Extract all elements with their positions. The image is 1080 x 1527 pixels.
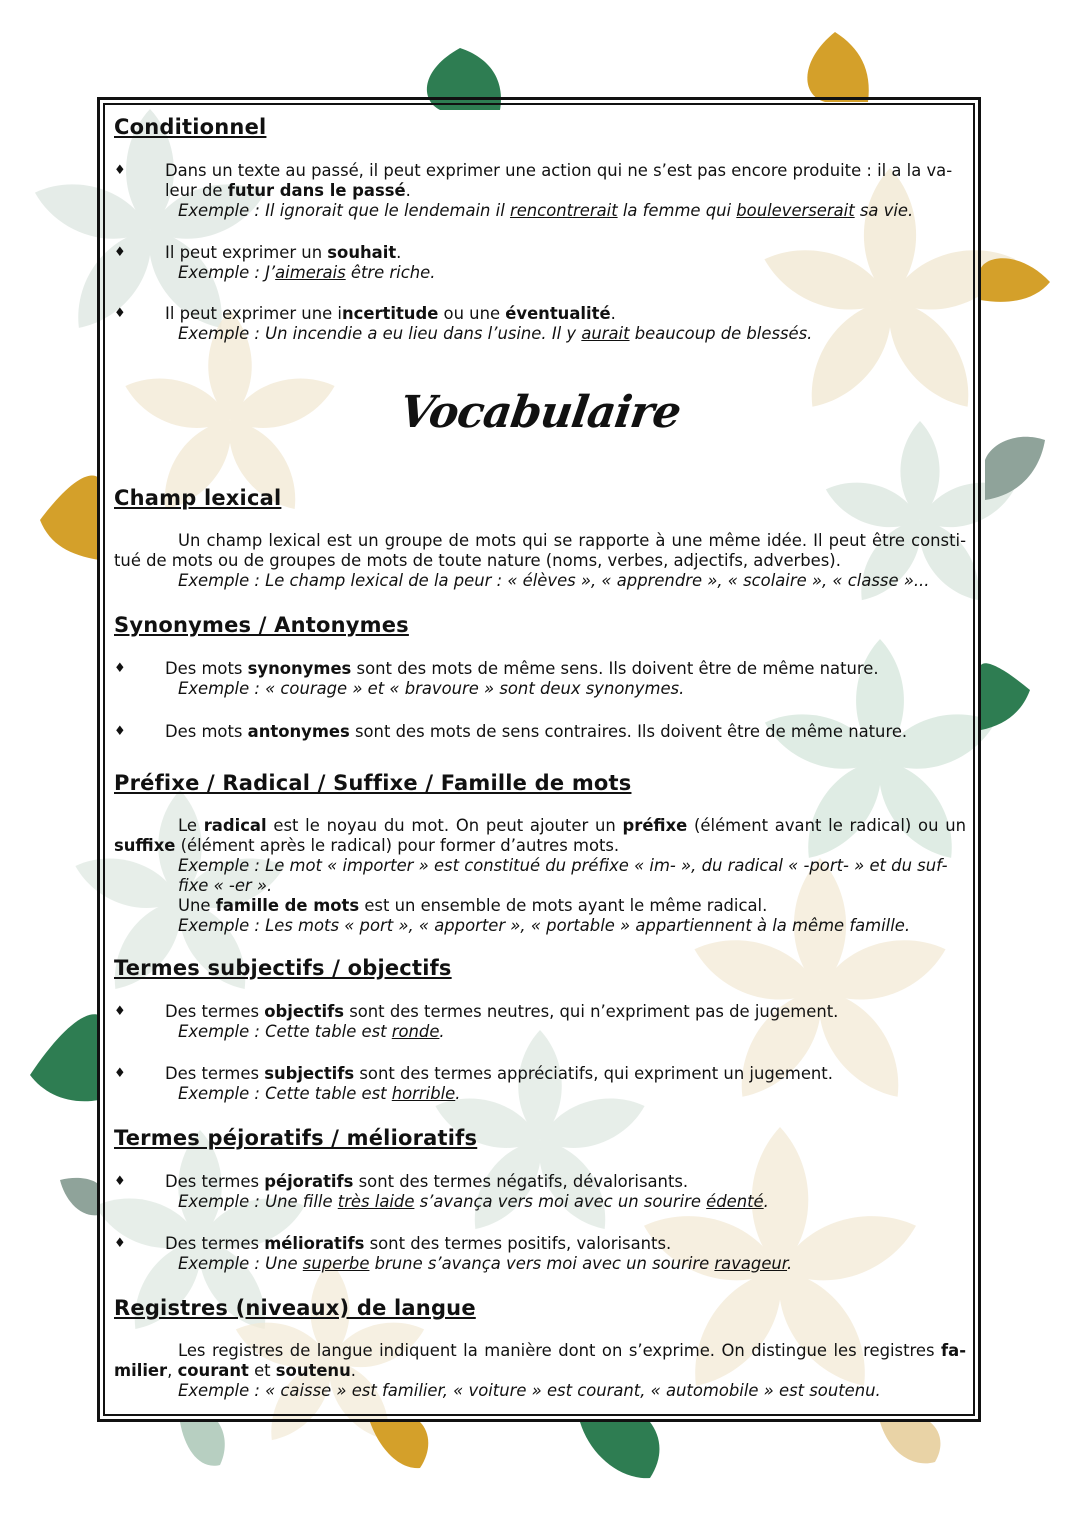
bullet-item [114,1234,966,1274]
gold-leaf-icon [370,1422,428,1468]
pale-gold-leaf-icon [880,1422,940,1463]
bullet-text: Il peut exprimer une incertitude ou une éventualité. [165,304,616,323]
gold-leaf-icon [807,32,868,102]
section-synonymes [114,612,966,742]
section-heading: Préfixe / Radical / Suffixe / Famille de mots [114,771,632,795]
green-leaf-icon [30,1014,99,1101]
section-heading: Champ lexical [114,486,282,510]
bullet-text: Des mots antonymes sont des mots de sens contraires. Ils doivent être de même nature. [165,722,908,741]
section-heading: Termes subjectifs / objectifs [114,956,452,980]
section-conditionnel [114,114,966,344]
diamond-bullet-icon: ♦ [114,724,126,739]
green-leaf-icon [580,1422,659,1478]
bullet-item [114,161,966,221]
bullet-text: Des mots synonymes sont des mots de même sens. Ils doivent être de même nature. [165,659,879,678]
section-termes-pejoratifs [114,1125,966,1274]
section-heading: Registres (niveaux) de langue [114,1296,476,1320]
bullet-text: Il peut exprimer un souhait. [165,243,402,262]
diamond-bullet-icon: ♦ [114,1174,126,1189]
bullet-item [114,243,966,283]
example-text: Exemple : « caisse » est familier, « voiture » est courant, « automobile » est soutenu. [178,1381,881,1400]
grey-leaf-icon [985,437,1045,500]
pale-green-leaf-icon [180,1422,225,1466]
diamond-bullet-icon: ♦ [114,245,126,260]
example-text: Exemple : Il ignorait que le lendemain il rencontrerait la femme qui bouleverserait sa vie. [178,201,914,220]
example-text: Exemple : Les mots « port », « apporter », « portable » appartiennent à la même famille. [178,916,911,935]
diamond-bullet-icon: ♦ [114,1236,126,1251]
bullet-text: Des termes péjoratifs sont des termes négatifs, dévalorisants. [165,1172,689,1191]
bullet-text: Des termes mélioratifs sont des termes positifs, valorisants. [165,1234,672,1253]
diamond-bullet-icon: ♦ [114,661,126,676]
section-champ-lexical [114,485,966,591]
section-heading: Conditionnel [114,115,267,139]
section-prefixe [114,770,966,936]
diamond-bullet-icon: ♦ [114,1004,126,1019]
paragraph: Un champ lexical est un groupe de mots qui se rapporte à une même idée. Il peut être consti-tué de mots ou de groupes de mots de toute nature (noms, verbes, adjectifs, adverbes). [114,531,966,570]
example-text: Exemple : Cette table est ronde. [178,1022,445,1041]
page-title: Vocabulaire [396,387,684,438]
section-heading: Synonymes / Antonymes [114,613,409,637]
green-leaf-icon [981,663,1030,730]
example-text: Exemple : Le mot « importer » est constitué du préfixe « im- », du radical « -port- » et du suf-fixe « -er ». [178,856,948,895]
bullet-item [114,1172,966,1212]
diamond-bullet-icon: ♦ [114,306,126,321]
bullet-item [114,722,966,742]
bullet-item [114,1002,966,1042]
bullet-item [114,304,966,344]
paragraph: Le radical est le noyau du mot. On peut ajouter un préfixe (élément avant le radical) ou un suffixe (élément après le radical) pour former d’autres mots. [114,816,967,855]
paragraph: Une famille de mots est un ensemble de mots ayant le même radical. [178,896,768,915]
gold-leaf-icon [40,475,99,560]
diamond-bullet-icon: ♦ [114,163,126,178]
bullet-text: Des termes subjectifs sont des termes appréciatifs, qui expriment un jugement. [165,1064,833,1083]
example-text: Exemple : Une fille très laide s’avança vers moi avec un sourire édenté. [178,1192,769,1211]
grey-leaf-icon [60,1178,99,1215]
section-heading: Termes péjoratifs / mélioratifs [114,1126,478,1150]
example-text: Exemple : Une superbe brune s’avança vers moi avec un sourire ravageur. [178,1254,793,1273]
bullet-item [114,659,966,699]
section-termes-subjectifs [114,955,966,1104]
example-text: Exemple : Un incendie a eu lieu dans l’usine. Il y aurait beaucoup de blessés. [178,324,813,343]
bullet-item [114,1064,966,1104]
example-text: Exemple : J’aimerais être riche. [178,263,436,282]
example-text: Exemple : « courage » et « bravoure » sont deux synonymes. [178,679,685,698]
section-registres [114,1295,966,1401]
bullet-text: Des termes objectifs sont des termes neutres, qui n’expriment pas de jugement. [165,1002,839,1021]
diamond-bullet-icon: ♦ [114,1066,126,1081]
example-text: Exemple : Cette table est horrible. [178,1084,461,1103]
paragraph: Les registres de langue indiquent la manière dont on s’exprime. On distingue les registres fa-milier, courant et soutenu. [114,1341,966,1380]
gold-leaf-icon [980,258,1050,302]
example-text: Exemple : Le champ lexical de la peur : « élèves », « apprendre », « scolaire », « classe »... [178,571,930,590]
bullet-text: Dans un texte au passé, il peut exprimer une action qui ne s’est pas encore produite : il a la va-leur de futur dans le passé. [165,161,953,200]
